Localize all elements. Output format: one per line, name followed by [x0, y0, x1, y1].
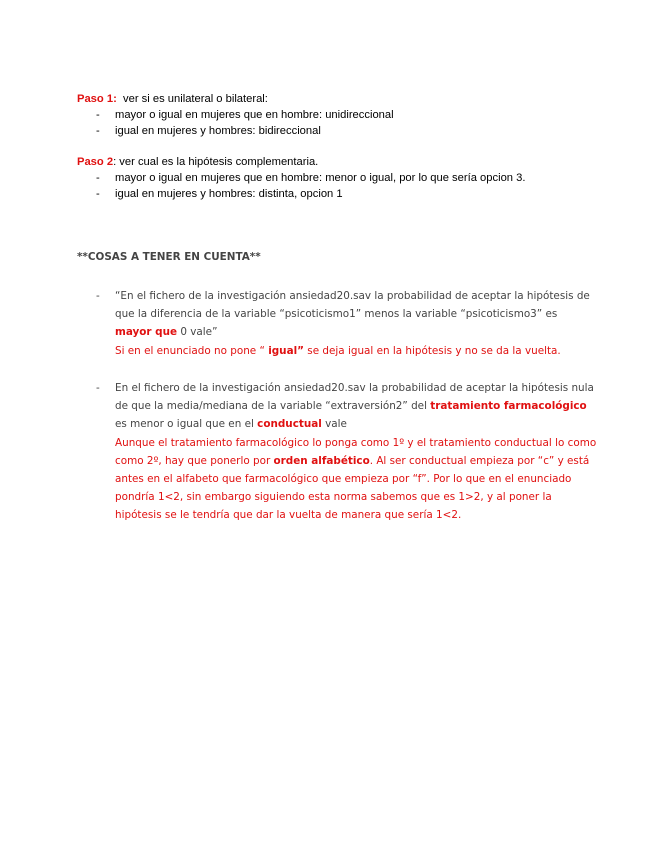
- list-item-text: igual en mujeres y hombres: distinta, opcion 1: [115, 188, 343, 200]
- note-2-question-emphasis-2: conductual: [257, 418, 322, 431]
- list-item: [77, 186, 525, 202]
- dash-bullet: -: [96, 290, 100, 302]
- paso-2-line: [77, 154, 525, 170]
- note-2-remark: [115, 434, 597, 525]
- note-1-remark: [115, 342, 597, 360]
- paso-1-text: ver si es unilateral o bilateral:: [123, 93, 268, 105]
- paso-1-list: [77, 107, 394, 139]
- dash-bullet: -: [96, 109, 100, 121]
- paso-2-label: Paso 2: [77, 156, 114, 168]
- note-1-question-emphasis: mayor que: [115, 326, 178, 339]
- list-item: [77, 170, 525, 186]
- note-2-remark-text: Aunque el tratamiento farmacológico lo ponga como 1º y el tratamiento conductual lo como como 2º, hay que ponerlo por: [115, 436, 597, 467]
- note-1-remark-text: Si en el enunciado no pone “: [115, 344, 269, 357]
- dash-bullet: -: [96, 188, 100, 200]
- dash-bullet: -: [96, 125, 100, 137]
- paso-1-label: Paso 1:: [77, 93, 117, 105]
- note-2-question-text: En el fichero de la investigación ansiedad20.sav la probabilidad de aceptar la hipótesis nula de que la media/mediana de la variable “extraversión2” del: [115, 382, 594, 413]
- note-2-question-emphasis-1: tratamiento farmacológico: [430, 400, 587, 413]
- note-1: [77, 287, 597, 360]
- note-2: [77, 379, 597, 525]
- note-2-question-middle: es menor o igual que en el: [115, 418, 258, 431]
- paso-1-line: [77, 91, 394, 107]
- list-item: [77, 123, 394, 139]
- dash-bullet: -: [96, 172, 100, 184]
- note-2-remark-emphasis: orden alfabético: [273, 454, 370, 467]
- cosas-a-tener-en-cuenta-heading: **COSAS A TENER EN CUENTA**: [77, 251, 261, 263]
- list-item-text: igual en mujeres y hombres: bidireccional: [115, 125, 321, 137]
- paso-2-section: [77, 154, 525, 202]
- note-1-remark-end: se deja igual en la hipótesis y no se da la vuelta.: [304, 344, 561, 357]
- note-1-question-end: 0 vale”: [177, 326, 218, 339]
- note-2-body: [115, 379, 597, 525]
- note-2-remark-end: . Al ser conductual empieza por “c” y está antes en el alfabeto que farmacológico que empieza por “f”. Por lo que en el enunciado pondría 1<2, sin embargo siguiendo esta norma sabemos que es 1>2, y al poner la hipótesis se le tendría que dar la vuelta de manera que sería 1<2.: [115, 454, 590, 522]
- note-1-question-text: “En el fichero de la investigación ansiedad20.sav la probabilidad de aceptar la hipótesis de que la diferencia de la variable “psicoticismo1” menos la variable “psicoticismo3” es: [115, 290, 590, 321]
- list-item-text: mayor o igual en mujeres que en hombre: unidireccional: [115, 109, 394, 121]
- note-1-remark-emphasis: igual”: [268, 344, 304, 357]
- dash-bullet: -: [96, 382, 100, 394]
- paso-1-section: [77, 91, 394, 139]
- list-item: [77, 107, 394, 123]
- note-2-question: [115, 379, 597, 434]
- note-2-question-end: vale: [321, 418, 347, 431]
- paso-2-list: [77, 170, 525, 202]
- note-1-body: [115, 287, 597, 360]
- list-item-text: mayor o igual en mujeres que en hombre: menor o igual, por lo que sería opcion 3.: [115, 172, 526, 184]
- paso-2-text: : ver cual es la hipótesis complementaria.: [113, 156, 319, 168]
- note-1-question: [115, 287, 597, 342]
